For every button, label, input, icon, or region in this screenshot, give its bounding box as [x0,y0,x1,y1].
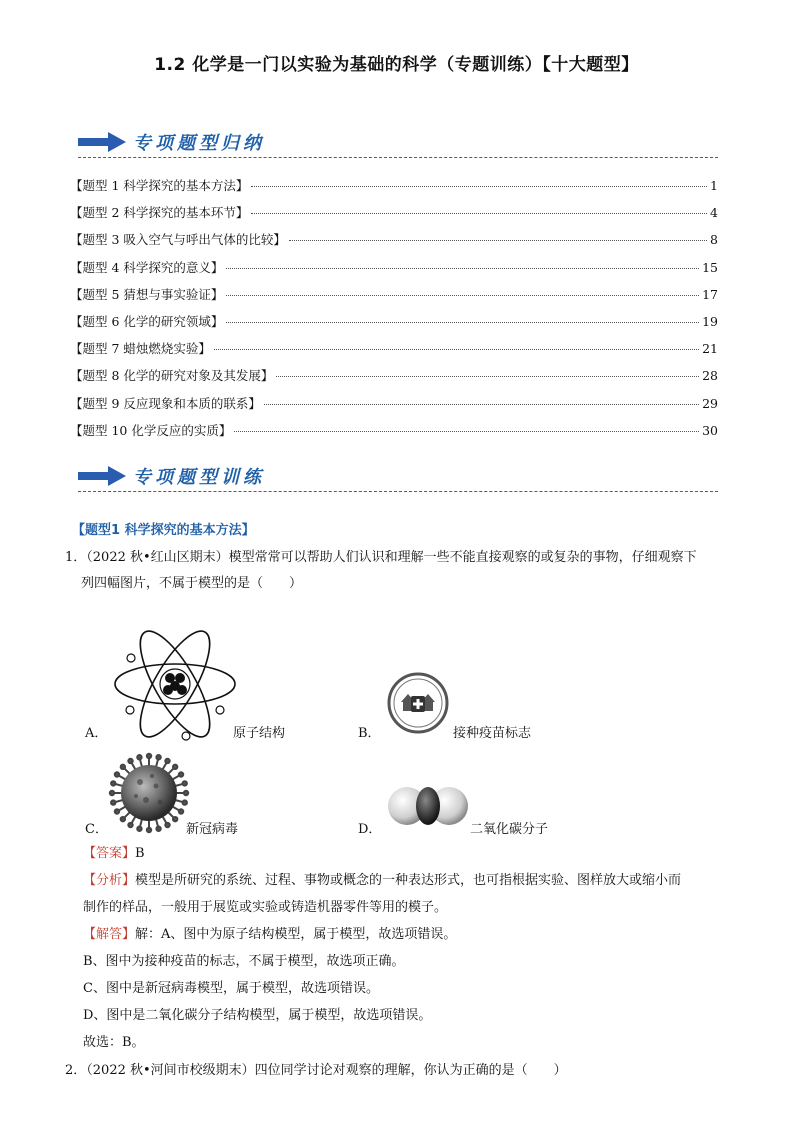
toc-entry-title: 【题型 5 猜想与事实验证】 [70,286,224,302]
virus-spike-tip [165,823,169,827]
toc-entry[interactable] [70,394,718,421]
dashed-divider [78,157,718,158]
toc-entry-title: 【题型 4 科学探究的意义】 [70,259,224,275]
virus-spike-tip [115,772,119,776]
option-c-caption: 新冠病毒 [186,822,239,837]
solution-label: 【解答】 [83,927,136,942]
toc-entry-page: 28 [702,368,718,384]
virus-spike-tip [156,827,160,831]
toc-leader-dots [251,213,707,214]
analysis-text: 模型是所研究的系统、过程、事物或概念的一种表达形式，也可指根据实验、图样放大或缩小而 [135,873,682,888]
toc-entry[interactable] [70,285,718,312]
toc-entry-title: 【题型 8 化学的研究对象及其发展】 [70,368,274,384]
toc-leader-dots [226,322,699,323]
toc-entry-page: 17 [702,286,718,302]
toc-entry-title: 【题型 9 反应现象和本质的联系】 [70,395,261,411]
solution-block [83,921,733,948]
question-type-heading: 【题型1 科学探究的基本方法】 [72,523,255,538]
toc-entry-title: 【题型 1 科学探究的基本方法】 [70,178,249,193]
toc-leader-dots [289,240,707,241]
vaccine-logo-image [387,672,449,734]
virus-image [108,752,190,834]
section-label: 专项题型训练 [133,467,265,488]
toc-entry-page: 8 [710,232,718,248]
toc-entry[interactable] [70,339,718,366]
toc-entry-page: 4 [710,205,718,221]
question-1 [65,545,730,597]
question-2: 2．（2022 秋•河间市校级期末）四位同学讨论对观察的理解，你认为正确的是（ ） [65,1063,567,1078]
analysis-label: 【分析】 [83,873,136,888]
arrow-icon [78,132,126,152]
toc-entry[interactable] [70,312,718,339]
solution-text: 解：A、图中为原子结构模型，属于模型，故选项错误。 [135,927,457,942]
toc-leader-dots [226,268,699,269]
analysis-block [83,867,733,894]
virus-spike-tip [179,809,183,813]
solution-text: C、图中是新冠病毒模型，属于模型，故选项错误。 [83,981,379,996]
arrow-icon [78,466,126,486]
section-header-summary [78,128,718,158]
toc-entry[interactable] [70,176,718,203]
option-d-label: D． [358,822,382,837]
virus-spike-tip [115,809,119,813]
table-of-contents [70,176,718,448]
toc-entry-page: 21 [702,341,718,357]
option-a-caption: 原子结构 [233,726,286,741]
toc-entry-page: 1 [710,178,718,193]
toc-entry[interactable] [70,230,718,257]
toc-entry-title: 【题型 7 蜡烛燃烧实验】 [70,341,211,357]
virus-spike-tip [121,817,125,821]
virus-spike-tip [173,765,177,769]
virus-spike-tip [165,759,169,763]
atom-model-image [110,624,240,744]
virus-spike-tip [111,781,115,785]
answer-value: B [135,846,145,861]
toc-entry-title: 【题型 10 化学反应的实质】 [70,422,232,438]
question-text: 列四幅图片，不属于模型的是（ ） [81,576,303,591]
virus-spike-tip [137,827,141,831]
toc-entry-page: 30 [702,422,718,438]
virus-spike-tip [179,772,183,776]
virus-spike-tip [128,823,132,827]
option-a-label: A． [85,726,108,741]
virus-spike-tip [184,791,188,795]
virus-spike-tip [156,755,160,759]
virus-spike-tip [121,765,125,769]
toc-entry[interactable] [70,203,718,230]
toc-leader-dots [264,404,699,405]
virus-spike-tip [183,800,187,804]
toc-entry-page: 19 [702,313,718,329]
answer-label: 【答案】 [83,846,136,861]
question-text: 1．（2022 秋•红山区期末）模型常常可以帮助人们认识和理解一些不能直接观察的或复杂的事物，仔细观察下 [65,550,697,565]
co2-molecule-image [387,784,469,828]
section-header-training [78,462,718,492]
page-title: 1.2 化学是一门以实验为基础的科学（专题训练）【十大题型】 [154,55,639,75]
toc-leader-dots [251,186,707,187]
toc-entry-title: 【题型 6 化学的研究领域】 [70,313,224,329]
option-b-label: B． [358,726,381,741]
answer-line [83,840,733,867]
dashed-divider [78,491,718,492]
toc-entry[interactable] [70,258,718,285]
virus-spike-tip [183,781,187,785]
virus-spike-tip [147,828,151,832]
option-c-label: C． [85,822,108,837]
virus-spike-tip [173,817,177,821]
toc-entry-title: 【题型 2 科学探究的基本环节】 [70,205,249,221]
toc-entry[interactable] [70,421,718,448]
solution-text: B、图中为接种疫苗的标志，不属于模型，故选项正确。 [83,954,405,969]
analysis-text-cont: 制作的样品，一般用于展览或实验或铸造机器零件等用的模子。 [83,900,448,915]
conclusion-text: 故选：B。 [83,1035,145,1050]
toc-leader-dots [276,376,699,377]
virus-spike-tip [111,800,115,804]
toc-leader-dots [214,349,699,350]
section-label: 专项题型归纳 [133,133,265,154]
toc-entry-page: 15 [702,259,718,275]
virus-spike-tip [110,791,114,795]
option-d-caption: 二氧化碳分子 [470,822,549,837]
toc-leader-dots [226,295,699,296]
toc-entry-title: 【题型 3 吸入空气与呼出气体的比较】 [70,232,286,248]
toc-entry[interactable] [70,366,718,393]
option-b-caption: 接种疫苗标志 [453,726,532,741]
solution-text: D、图中是二氧化碳分子结构模型，属于模型，故选项错误。 [83,1008,432,1023]
virus-spike-tip [137,755,141,759]
toc-leader-dots [234,431,699,432]
toc-entry-page: 29 [702,395,718,411]
virus-spike-tip [128,759,132,763]
virus-spike-tip [147,754,151,758]
